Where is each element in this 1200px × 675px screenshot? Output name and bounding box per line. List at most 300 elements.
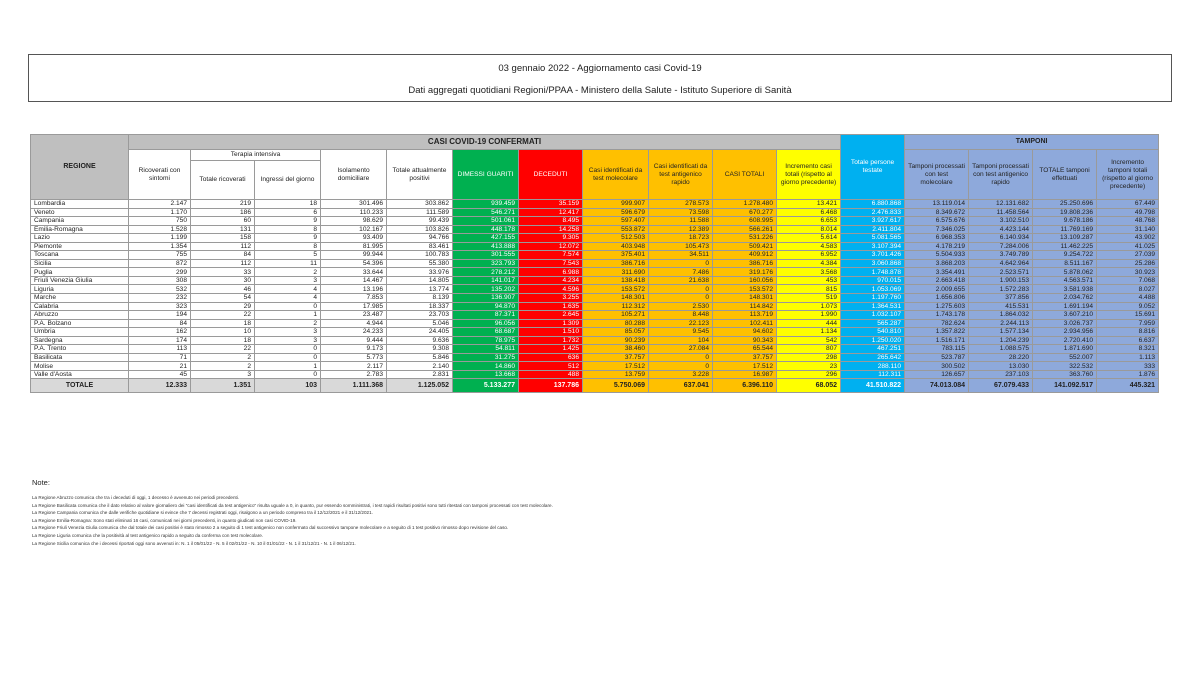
value-cell: 9.308 [387, 345, 453, 354]
value-cell: 7.486 [649, 268, 713, 277]
note-line: La Regione Abruzzo comunica che tra i deceduti di oggi, 1 decesso è avvenuto nei periodi precedenti. [32, 495, 240, 500]
value-cell: 4.642.964 [969, 259, 1033, 268]
value-cell: 54.396 [321, 259, 387, 268]
region-cell: Molise [31, 362, 129, 371]
value-cell: 1.278.480 [713, 200, 777, 209]
header-casi-molecolare: Casi identificati da test molecolare [583, 150, 649, 200]
value-cell: 3.701.426 [841, 251, 905, 260]
value-cell: 2.411.804 [841, 225, 905, 234]
value-cell: 84 [129, 319, 191, 328]
value-cell: 2 [191, 353, 255, 362]
header-casi-totali: CASI TOTALI [713, 150, 777, 200]
value-cell: 608.995 [713, 217, 777, 226]
value-cell: 782.624 [905, 319, 969, 328]
value-cell: 112 [191, 242, 255, 251]
value-cell: 2.523.571 [969, 268, 1033, 277]
value-cell: 3.060.868 [841, 259, 905, 268]
value-cell: 99.944 [321, 251, 387, 260]
value-cell: 34.511 [649, 251, 713, 260]
value-cell: 0 [649, 362, 713, 371]
value-cell: 427.155 [453, 234, 519, 243]
value-cell: 73.598 [649, 208, 713, 217]
value-cell: 872 [129, 259, 191, 268]
table-row [31, 234, 1159, 243]
value-cell: 37.757 [713, 353, 777, 362]
value-cell: 93.409 [321, 234, 387, 243]
value-cell: 11.769.169 [1033, 225, 1097, 234]
value-cell: 553.872 [583, 225, 649, 234]
header-tamponi-molecolare: Tamponi processati con test molecolare [905, 150, 969, 200]
value-cell: 14.860 [453, 362, 519, 371]
value-cell: 596.679 [583, 208, 649, 217]
value-cell: 1 [255, 311, 321, 320]
value-cell: 112 [191, 259, 255, 268]
value-cell: 501.061 [453, 217, 519, 226]
value-cell: 453 [777, 276, 841, 285]
value-cell: 755 [129, 251, 191, 260]
value-cell: 0 [649, 353, 713, 362]
value-cell: 467.251 [841, 345, 905, 354]
value-cell: 409.912 [713, 251, 777, 260]
value-cell: 21.638 [649, 276, 713, 285]
value-cell: 153.572 [713, 285, 777, 294]
region-cell: Sicilia [31, 259, 129, 268]
value-cell: 303.862 [387, 200, 453, 209]
value-cell: 2.645 [519, 311, 583, 320]
region-cell: Puglia [31, 268, 129, 277]
value-cell: 23.487 [321, 311, 387, 320]
value-cell: 403.948 [583, 242, 649, 251]
value-cell: 301.555 [453, 251, 519, 260]
table-row [31, 294, 1159, 303]
value-cell: 546.271 [453, 208, 519, 217]
value-cell: 815 [777, 285, 841, 294]
value-cell: 5.846 [387, 353, 453, 362]
value-cell: 68.687 [453, 328, 519, 337]
value-cell: 7.284.006 [969, 242, 1033, 251]
value-cell: 512.503 [583, 234, 649, 243]
value-cell: 33.976 [387, 268, 453, 277]
value-cell: 23 [777, 362, 841, 371]
value-cell: 14.805 [387, 276, 453, 285]
value-cell: 3.568 [777, 268, 841, 277]
value-cell: 308 [129, 276, 191, 285]
value-cell: 2.783 [321, 370, 387, 379]
value-cell: 9.052 [1097, 302, 1159, 311]
value-cell: 8 [255, 242, 321, 251]
value-cell: 85.057 [583, 328, 649, 337]
value-cell: 5 [255, 251, 321, 260]
value-cell: 1.577.134 [969, 328, 1033, 337]
region-cell: Umbria [31, 328, 129, 337]
value-cell: 9.254.722 [1033, 251, 1097, 260]
value-cell: 2.934.956 [1033, 328, 1097, 337]
value-cell: 12.072 [519, 242, 583, 251]
value-cell: 1.309 [519, 319, 583, 328]
value-cell: 81.995 [321, 242, 387, 251]
value-cell: 71 [129, 353, 191, 362]
value-cell: 512 [519, 362, 583, 371]
header-terapia-intensiva: Terapia intensiva [191, 150, 321, 161]
value-cell: 100.783 [387, 251, 453, 260]
value-cell: 1.357.822 [905, 328, 969, 337]
value-cell: 12.417 [519, 208, 583, 217]
value-cell: 532 [129, 285, 191, 294]
region-cell: Calabria [31, 302, 129, 311]
value-cell: 131 [191, 225, 255, 234]
table-row [31, 285, 1159, 294]
value-cell: 141.092.517 [1033, 379, 1097, 393]
value-cell: 4.563.571 [1033, 276, 1097, 285]
table-body [31, 200, 1159, 393]
value-cell: 8.349.672 [905, 208, 969, 217]
value-cell: 311.690 [583, 268, 649, 277]
value-cell: 3 [191, 370, 255, 379]
value-cell: 80.288 [583, 319, 649, 328]
table-row [31, 345, 1159, 354]
value-cell: 2.831 [387, 370, 453, 379]
value-cell: 4.178.219 [905, 242, 969, 251]
value-cell: 1.204.239 [969, 336, 1033, 345]
value-cell: 415.531 [969, 302, 1033, 311]
note-line: La Regione Campania comunica che dalle verifiche quotidiane si evince che 7 decessi registrati oggi, risalgono a un periodo compreso tra il 12/12/2021 e il 31/12/2021. [32, 510, 373, 516]
value-cell: 24.233 [321, 328, 387, 337]
banner-tamponi: TAMPONI [905, 135, 1159, 150]
value-cell: 2 [255, 319, 321, 328]
value-cell: 33.644 [321, 268, 387, 277]
value-cell: 74.013.084 [905, 379, 969, 393]
value-cell: 488 [519, 370, 583, 379]
table-row [31, 200, 1159, 209]
value-cell: 27.039 [1097, 251, 1159, 260]
value-cell: 750 [129, 217, 191, 226]
value-cell: 565.287 [841, 319, 905, 328]
value-cell: 2.476.833 [841, 208, 905, 217]
value-cell: 1.250.020 [841, 336, 905, 345]
value-cell: 3.868.203 [905, 259, 969, 268]
value-cell: 113.719 [713, 311, 777, 320]
value-cell: 1.073 [777, 302, 841, 311]
value-cell: 27.084 [649, 345, 713, 354]
value-cell: 1.170 [129, 208, 191, 217]
value-cell: 2.009.655 [905, 285, 969, 294]
table-row [31, 370, 1159, 379]
value-cell: 636 [519, 353, 583, 362]
notes-list [32, 494, 553, 547]
value-cell: 87.371 [453, 311, 519, 320]
value-cell: 4.488 [1097, 294, 1159, 303]
value-cell: 186 [191, 208, 255, 217]
value-cell: 94.602 [713, 328, 777, 337]
value-cell: 78.975 [453, 336, 519, 345]
value-cell: 566.261 [713, 225, 777, 234]
value-cell: 5.750.069 [583, 379, 649, 393]
value-cell: 148.301 [583, 294, 649, 303]
value-cell: 6.952 [777, 251, 841, 260]
value-cell: 219 [191, 200, 255, 209]
value-cell: 1.572.283 [969, 285, 1033, 294]
value-cell: 21 [129, 362, 191, 371]
value-cell: 3 [255, 328, 321, 337]
value-cell: 0 [255, 345, 321, 354]
region-cell: Friuli Venezia Giulia [31, 276, 129, 285]
value-cell: 22 [191, 311, 255, 320]
value-cell: 1.732 [519, 336, 583, 345]
value-cell: 2.117 [321, 362, 387, 371]
value-cell: 413.888 [453, 242, 519, 251]
value-cell: 3.255 [519, 294, 583, 303]
value-cell: 30 [191, 276, 255, 285]
region-cell: Piemonte [31, 242, 129, 251]
value-cell: 1.425 [519, 345, 583, 354]
table-row [31, 328, 1159, 337]
value-cell: 13.109.287 [1033, 234, 1097, 243]
region-cell: Emilia-Romagna [31, 225, 129, 234]
value-cell: 0 [649, 285, 713, 294]
value-cell: 2 [255, 268, 321, 277]
value-cell: 13.668 [453, 370, 519, 379]
value-cell: 3.927.617 [841, 217, 905, 226]
value-cell: 1.516.171 [905, 336, 969, 345]
region-cell: Lazio [31, 234, 129, 243]
value-cell: 1.876 [1097, 370, 1159, 379]
value-cell: 18.337 [387, 302, 453, 311]
region-cell: Basilicata [31, 353, 129, 362]
table-row [31, 362, 1159, 371]
value-cell: 519 [777, 294, 841, 303]
value-cell: 18 [191, 336, 255, 345]
value-cell: 5.878.062 [1033, 268, 1097, 277]
value-cell: 16.987 [713, 370, 777, 379]
value-cell: 1.990 [777, 311, 841, 320]
value-cell: 3.354.491 [905, 268, 969, 277]
value-cell: 323 [129, 302, 191, 311]
value-cell: 3.107.394 [841, 242, 905, 251]
value-cell: 278.212 [453, 268, 519, 277]
value-cell: 83.461 [387, 242, 453, 251]
value-cell: 9.636 [387, 336, 453, 345]
report-header [28, 54, 1172, 102]
report-subtitle: Dati aggregati quotidiani Regioni/PPAA - Ministero della Salute - Istituto Superiore di Sanità [408, 85, 792, 96]
note-line: La Regione Emilia-Romagna: Sono stati eliminati 16 casi, comunicati nei giorni precedenti, in quanto giudicati non casi COVID-19. [32, 517, 297, 523]
value-cell: 112.312 [583, 302, 649, 311]
value-cell: 114.842 [713, 302, 777, 311]
value-cell: 386.716 [713, 259, 777, 268]
value-cell: 135.202 [453, 285, 519, 294]
value-cell: 2.140 [387, 362, 453, 371]
value-cell: 7.068 [1097, 276, 1159, 285]
value-cell: 9.305 [519, 234, 583, 243]
value-cell: 1.351 [191, 379, 255, 393]
value-cell: 299 [129, 268, 191, 277]
value-cell: 445.321 [1097, 379, 1159, 393]
table-row [31, 217, 1159, 226]
covid-data-table [30, 134, 1159, 393]
value-cell: 18.723 [649, 234, 713, 243]
value-cell: 13.119.014 [905, 200, 969, 209]
value-cell: 96.056 [453, 319, 519, 328]
value-cell: 301.496 [321, 200, 387, 209]
value-cell: 670.277 [713, 208, 777, 217]
value-cell: 4.234 [519, 276, 583, 285]
value-cell: 783.115 [905, 345, 969, 354]
value-cell: 90.239 [583, 336, 649, 345]
value-cell: 9.678.186 [1033, 217, 1097, 226]
value-cell: 33 [191, 268, 255, 277]
value-cell: 2.530 [649, 302, 713, 311]
header-deceduti: DECEDUTI [519, 150, 583, 200]
value-cell: 523.787 [905, 353, 969, 362]
value-cell: 296 [777, 370, 841, 379]
value-cell: 103 [255, 379, 321, 393]
table-row [31, 259, 1159, 268]
region-cell: Marche [31, 294, 129, 303]
value-cell: 112.311 [841, 370, 905, 379]
value-cell: 1.364.531 [841, 302, 905, 311]
value-cell: 94.766 [387, 234, 453, 243]
header-persone-testate: Totale persone testate [841, 135, 905, 200]
value-cell: 8.321 [1097, 345, 1159, 354]
value-cell: 4 [255, 285, 321, 294]
value-cell: 6.468 [777, 208, 841, 217]
value-cell: 30.923 [1097, 268, 1159, 277]
value-cell: 1.656.806 [905, 294, 969, 303]
value-cell: 3.228 [649, 370, 713, 379]
value-cell: 999.907 [583, 200, 649, 209]
value-cell: 160.056 [713, 276, 777, 285]
value-cell: 17.512 [583, 362, 649, 371]
note-line: La Regione Friuli Venezia Giulia comunica che dal totale dei casi positivi è stato rimosso 2 a seguito di 1 test antigenico non confermato dal successivo tampone molecolare e a seguito di 1 test positivo rimosso dopo revisione del caso. [32, 525, 509, 531]
value-cell: 1 [255, 362, 321, 371]
value-cell: 67.079.433 [969, 379, 1033, 393]
value-cell: 24.405 [387, 328, 453, 337]
note-line: La Regione Sicilia comunica che i decessi riportati oggi sono avvenuti in: N. 1 il 05/01/22 - N. 5 il 02/01/22 - N. 10 il 01/01/22 - N. 1 il 31/12/21 - N. 1 il 06/12/21. [32, 540, 356, 546]
region-cell: Lombardia [31, 200, 129, 209]
value-cell: 265.642 [841, 353, 905, 362]
value-cell: 1.528 [129, 225, 191, 234]
header-totale-positivi: Totale attualmente positivi [387, 150, 453, 200]
value-cell: 55.380 [387, 259, 453, 268]
value-cell: 8.448 [649, 311, 713, 320]
header-incremento-casi: Incremento casi totali (rispetto al giorno precedente) [777, 150, 841, 200]
value-cell: 1.354 [129, 242, 191, 251]
value-cell: 1.275.603 [905, 302, 969, 311]
value-cell: 14.467 [321, 276, 387, 285]
value-cell: 300.502 [905, 362, 969, 371]
value-cell: 448.178 [453, 225, 519, 234]
table-row [31, 353, 1159, 362]
value-cell: 4 [255, 294, 321, 303]
value-cell: 31.140 [1097, 225, 1159, 234]
value-cell: 7.574 [519, 251, 583, 260]
table-row [31, 276, 1159, 285]
value-cell: 7.346.025 [905, 225, 969, 234]
value-cell: 637.041 [649, 379, 713, 393]
region-cell: Liguria [31, 285, 129, 294]
header-ricoverati: Ricoverati con sintomi [129, 150, 191, 200]
value-cell: 1.088.575 [969, 345, 1033, 354]
value-cell: 35.159 [519, 200, 583, 209]
value-cell: 2.720.410 [1033, 336, 1097, 345]
value-cell: 99.439 [387, 217, 453, 226]
region-cell: Valle d'Aosta [31, 370, 129, 379]
value-cell: 65.544 [713, 345, 777, 354]
value-cell: 23.703 [387, 311, 453, 320]
value-cell: 102.411 [713, 319, 777, 328]
value-cell: 319.176 [713, 268, 777, 277]
value-cell: 38.460 [583, 345, 649, 354]
value-cell: 137.786 [519, 379, 583, 393]
value-cell: 4.423.144 [969, 225, 1033, 234]
value-cell: 25.250.696 [1033, 200, 1097, 209]
value-cell: 12.389 [649, 225, 713, 234]
value-cell: 6.140.934 [969, 234, 1033, 243]
value-cell: 22 [191, 345, 255, 354]
value-cell: 9 [255, 217, 321, 226]
value-cell: 5.614 [777, 234, 841, 243]
value-cell: 12.131.682 [969, 200, 1033, 209]
value-cell: 8.495 [519, 217, 583, 226]
value-cell: 94.870 [453, 302, 519, 311]
value-cell: 5.773 [321, 353, 387, 362]
report-title: 03 gennaio 2022 - Aggiornamento casi Covid-19 [498, 63, 702, 74]
table-row [31, 336, 1159, 345]
value-cell: 8 [255, 225, 321, 234]
value-cell: 298 [777, 353, 841, 362]
value-cell: 3 [255, 276, 321, 285]
value-cell: 110.233 [321, 208, 387, 217]
value-cell: 6.637 [1097, 336, 1159, 345]
value-cell: 2.034.762 [1033, 294, 1097, 303]
value-cell: 13.421 [777, 200, 841, 209]
value-cell: 98.629 [321, 217, 387, 226]
value-cell: 9.444 [321, 336, 387, 345]
table-row [31, 319, 1159, 328]
value-cell: 1.032.107 [841, 311, 905, 320]
value-cell: 970.015 [841, 276, 905, 285]
value-cell: 3 [255, 336, 321, 345]
value-cell: 2.663.418 [905, 276, 969, 285]
header-tamponi-antigenico: Tamponi processati con test antigenico rapido [969, 150, 1033, 200]
value-cell: 1.125.052 [387, 379, 453, 393]
value-cell: 18 [255, 200, 321, 209]
value-cell: 1.691.194 [1033, 302, 1097, 311]
value-cell: 6 [255, 208, 321, 217]
value-cell: 9.545 [649, 328, 713, 337]
value-cell: 540.810 [841, 328, 905, 337]
value-cell: 0 [255, 353, 321, 362]
value-cell: 2.244.113 [969, 319, 1033, 328]
value-cell: 19.808.236 [1033, 208, 1097, 217]
value-cell: 0 [649, 259, 713, 268]
value-cell: 13.196 [321, 285, 387, 294]
value-cell: 28.220 [969, 353, 1033, 362]
value-cell: 162 [129, 328, 191, 337]
table-row [31, 302, 1159, 311]
value-cell: 148.301 [713, 294, 777, 303]
header-casi-antigenico: Casi identificati da test antigenico rapido [649, 150, 713, 200]
value-cell: 5.046 [387, 319, 453, 328]
value-cell: 194 [129, 311, 191, 320]
note-line: La Regione Basilicata comunica che il dato relativo al valore giornaliero dei "casi identificati da test antigenico" risulta uguale a 0, in quanto, pur essendo somministrati, i test rapidi risultati positivi sono tutti ritestati con tamponi processati con test molecolare. [32, 502, 553, 508]
value-cell: 43.902 [1097, 234, 1159, 243]
value-cell: 531.226 [713, 234, 777, 243]
value-cell: 7.543 [519, 259, 583, 268]
value-cell: 13.030 [969, 362, 1033, 371]
value-cell: 102.167 [321, 225, 387, 234]
value-cell: 8.027 [1097, 285, 1159, 294]
value-cell: 3.026.737 [1033, 319, 1097, 328]
